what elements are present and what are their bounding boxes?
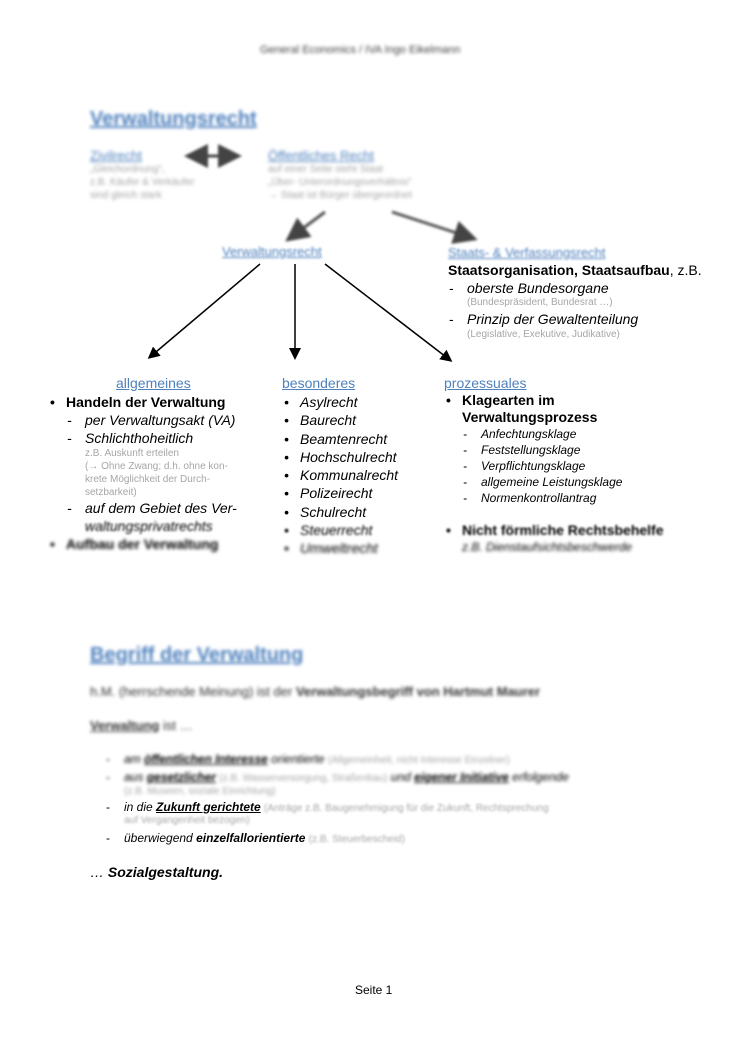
prozessuales-note: z.B. Dienstaufsichtsbeschwerde [462,540,633,554]
zivilrecht-block [90,148,195,202]
allgemeines-note: (→ Ohne Zwang; d.h. ohne kon- [85,461,228,472]
staatsrecht-item: - Prinzip der Gewaltenteilung [449,311,639,327]
besonderes-item: • Baurecht [300,411,398,429]
prozessuales-column [462,392,664,556]
besonderes-item: • Hochschulrecht [300,448,398,466]
zivilrecht-line: „Gleichordnung“, [90,164,165,175]
arrow-to-prozessuales [325,264,450,360]
begriff-intro: h.M. (herrschende Meinung) ist der Verwaltungsbegriff von Hartmut Maurer [90,684,541,699]
allgemeines-sub: - per Verwaltungsakt (VA) [85,411,295,429]
allgemeines-note: krete Möglichkeit der Durch- [85,474,211,485]
prozessuales-item: • Klagearten im [462,392,664,409]
oeffentliches-line: → Staat ist Bürger übergeordnet [268,190,412,201]
allgemeines-sub: - Schlichthoheitlich [85,429,295,447]
staatsrecht-main [448,262,702,278]
oeffentliches-recht-block [268,148,412,202]
allgemeines-item: • Aufbau der Verwaltung [66,535,276,553]
zivilrecht-line: sind gleich stark [90,190,162,201]
section-title-begriff: Begriff der Verwaltung [90,644,304,666]
allgemeines-item: • Handeln der Verwaltung [66,393,276,411]
verwaltung-definition: Verwaltung ist … [90,718,193,733]
section-title-verwaltungsrecht: Verwaltungsrecht [90,108,257,130]
klageart: - Verpflichtungsklage [481,458,683,474]
arrow-to-verwaltungsrecht [290,212,325,238]
staatsrecht-label: Staats- & Verfassungsrecht [448,245,606,260]
allgemeines-note: z.B. Auskunft erteilen [85,448,179,459]
arrow-to-staatsrecht [392,212,472,238]
besonderes-label: besonderes [282,375,356,391]
merkmal-line: - in die Zukunft gerichtete (Anträge z.B. Baugenehmigung für die Zukunft, Rechtsprechung [106,800,549,814]
staatsrecht-main-bold: Staatsorganisation, Staatsaufbau [448,262,670,278]
merkmal-note: (z.B. Museen, soziale Einrichtung) [124,786,276,797]
merkmal-line: - am öffentlichen Interesse orientierte (Allgemeinheit, nicht Interesse Einzelner) [106,752,510,766]
oeffentliches-line: „Über- Unterordnungsverhältnis“ [268,177,412,188]
staatsrecht-main-tail: , z.B. [669,262,702,278]
besonderes-item: • Beamtenrecht [300,430,398,448]
verwaltungsrecht-node: Verwaltungsrecht [222,244,322,259]
arrow-to-allgemeines [150,264,260,357]
staatsrecht-item: - oberste Bundesorgane [449,280,609,296]
besonderes-item: • Umweltrecht [300,539,398,557]
prozessuales-item: • Nicht förmliche Rechtsbehelfe [462,522,664,539]
besonderes-item: • Schulrecht [300,503,398,521]
merkmal-line: - überwiegend einzelfallorientierte (z.B. Steuerbescheid) [106,831,405,845]
besonderes-item: • Polizeirecht [300,484,398,502]
staatsrecht-note: (Bundespräsident, Bundesrat …) [467,297,613,308]
allgemeines-sub-cont: waltungsprivatrechts [85,518,213,534]
besonderes-item: • Steuerrecht [300,521,398,539]
merkmal-line: - aus gesetzlicher (z.B. Wasserversorgung, Straßenbau) und eigener Initiative erfolgende [106,770,569,784]
staatsrecht-note: (Legislative, Exekutive, Judikative) [467,329,620,340]
klageart: - Normenkontrollantrag [481,490,683,506]
allgemeines-label: allgemeines [116,375,191,391]
besonderes-item: • Asylrecht [300,393,398,411]
besonderes-column [300,393,398,558]
besonderes-item: • Kommunalrecht [300,466,398,484]
page-number: Seite 1 [355,983,393,997]
oeffentliches-line: auf einer Seite steht Staat [268,164,384,175]
oeffentliches-recht-label: Öffentliches Recht [268,148,374,163]
zivilrecht-line: z.B. Käufer & Verkäufer [90,177,195,188]
klageart: - Feststellungsklage [481,442,683,458]
zivilrecht-label: Zivilrecht [90,148,143,163]
prozessuales-item-cont: Verwaltungsprozess [462,409,598,425]
klageart: - allgemeine Leistungsklage [481,474,683,490]
page-header: General Economics / IVA Ingo Eikelmann [260,44,461,56]
prozessuales-label: prozessuales [444,375,527,391]
klageart: - Anfechtungsklage [481,426,683,442]
allgemeines-column [66,393,276,553]
merkmal-note: auf Vergangenheit bezogen) [124,815,250,826]
allgemeines-sub: - auf dem Gebiet des Ver- [85,499,295,517]
allgemeines-note: setzbarkeit) [85,487,137,498]
closing-line: … Sozialgestaltung. [90,864,224,880]
